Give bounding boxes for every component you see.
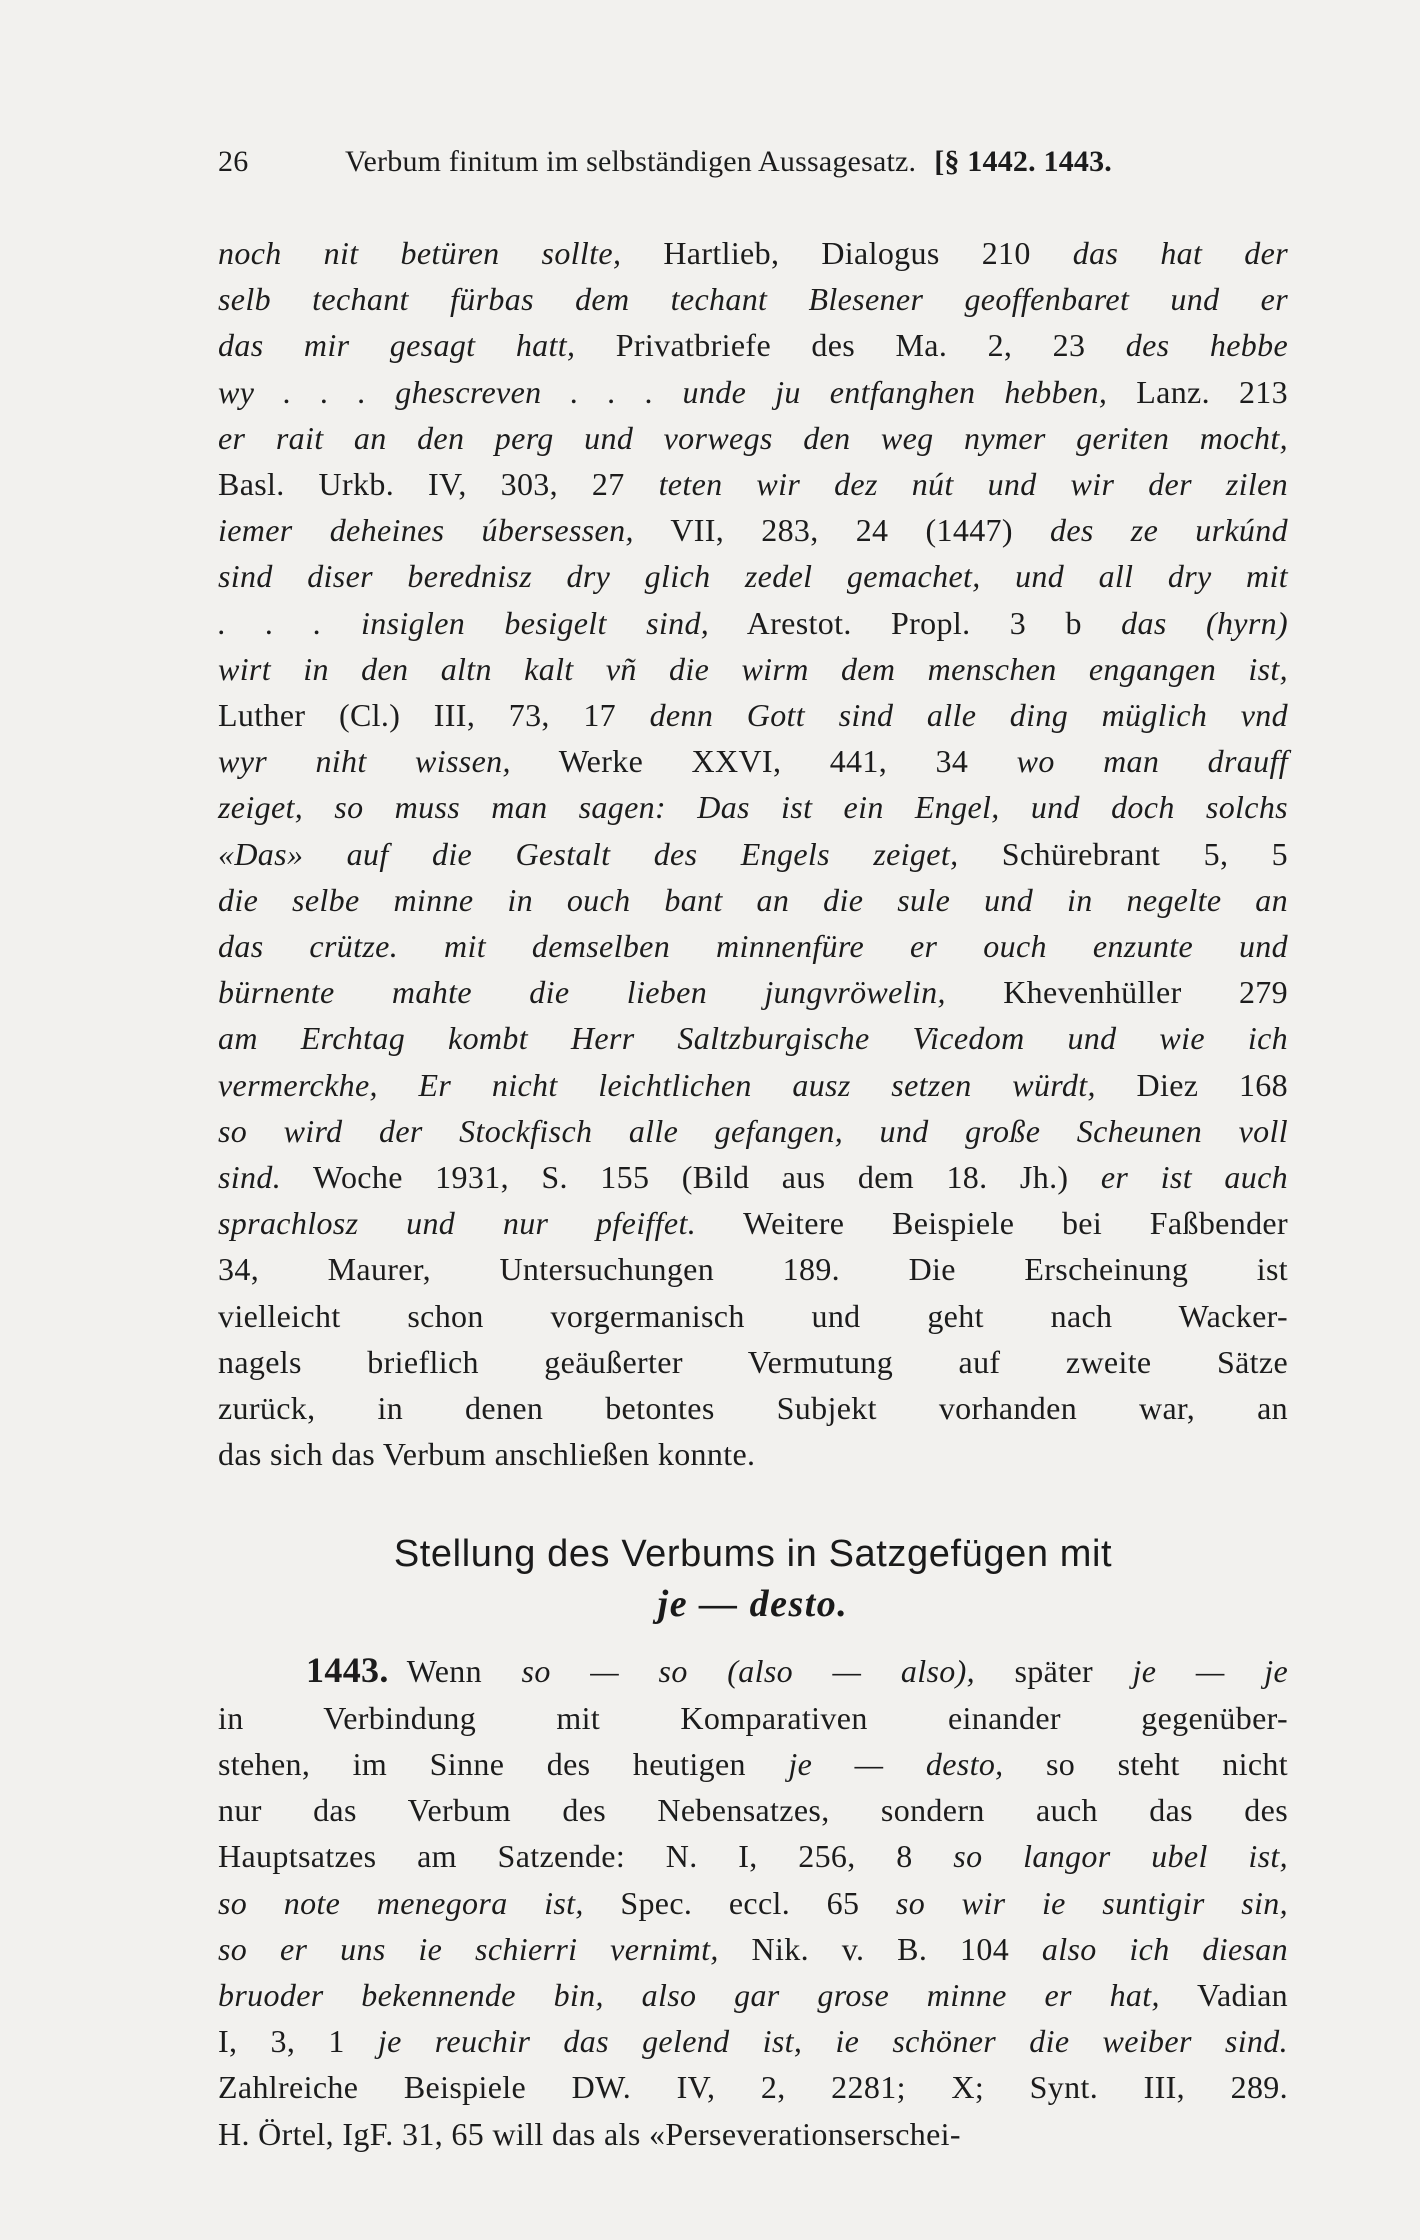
quoted-text: er ist auch <box>1100 1159 1288 1196</box>
quoted-text: selb techant fürbas dem techant Blesener geoffenbaret und er <box>218 281 1288 318</box>
text-segment: Luther (Cl.) III, 73, 17 <box>218 697 650 734</box>
text-line <box>218 2111 1288 2157</box>
text-line <box>218 230 1288 276</box>
running-head <box>218 142 1288 182</box>
quoted-text: so langor ubel ist, <box>953 1838 1288 1875</box>
text-segment: so steht nicht <box>1003 1745 1289 1782</box>
text-segment: I, 3, 1 <box>218 2023 378 2060</box>
text-line <box>218 1833 1288 1879</box>
quoted-text: bürnente mahte die lieben jungvröwelin, <box>218 974 946 1011</box>
text-segment: Diez 168 <box>1095 1066 1288 1103</box>
text-line <box>218 1200 1288 1246</box>
quoted-text: wyr niht wissen, <box>218 743 511 780</box>
text-line <box>218 692 1288 738</box>
quoted-text: so wird der Stockfisch alle gefangen, und große Scheunen voll <box>218 1112 1288 1149</box>
quoted-text: vermerckhe, Er nicht leichtlichen ausz setzen würdt, <box>218 1066 1096 1103</box>
text-segment: VII, 283, 24 (1447) <box>633 512 1050 549</box>
text-line <box>218 1926 1288 1972</box>
text-line <box>218 507 1288 553</box>
quoted-text: sind diser berednisz dry glich zedel gemachet, und all dry mit <box>218 558 1288 595</box>
quoted-text: also ich diesan <box>1041 1930 1288 1967</box>
section-heading-line1: Stellung des Verbums in Satzgefügen mit <box>393 1533 1113 1576</box>
text-segment: Nik. v. B. 104 <box>718 1930 1042 1967</box>
section-heading-line2: je — desto. <box>657 1583 849 1626</box>
text-segment: später <box>974 1653 1133 1690</box>
text-line <box>218 1880 1288 1926</box>
quoted-text: so er uns ie schierri vernimt, <box>218 1930 719 1967</box>
text-segment: Weitere Beispiele bei Faßbender <box>696 1205 1288 1242</box>
text-line <box>218 784 1288 830</box>
quoted-text: er rait an den perg und vorwegs den weg nymer geriten mocht, <box>218 419 1288 456</box>
text-line <box>218 322 1288 368</box>
quoted-text: wy . . . ghescreven . . . unde ju entfanghen hebben, <box>218 373 1108 410</box>
text-line <box>218 1339 1288 1385</box>
text-line <box>218 2064 1288 2110</box>
text-line <box>218 415 1288 461</box>
quoted-text: je — je <box>1132 1653 1289 1690</box>
text-line <box>218 461 1288 507</box>
quoted-text: so wir ie suntigir sin, <box>895 1884 1288 1921</box>
text-line <box>218 1972 1288 2018</box>
text-line <box>218 1787 1288 1833</box>
quoted-text: am Erchtag kombt Herr Saltzburgische Vicedom und wie ich <box>218 1020 1288 1057</box>
quoted-text: das mir gesagt hatt, <box>218 327 576 364</box>
quoted-text: denn Gott sind alle ding müglich vnd <box>649 697 1288 734</box>
text-segment: das sich das Verbum anschließen konnte. <box>218 1436 756 1473</box>
text-line <box>218 369 1288 415</box>
text-line <box>218 600 1288 646</box>
text-segment: in Verbindung mit Komparativen einander gegenüber- <box>218 1699 1288 1736</box>
text-segment: Werke XXVI, 441, 34 <box>510 743 1017 780</box>
quoted-text: «Das» auf die Gestalt des Engels zeiget, <box>218 835 959 872</box>
text-line <box>218 1385 1288 1431</box>
quoted-text: teten wir dez nút und wir der zilen <box>658 466 1289 503</box>
text-line <box>218 738 1288 784</box>
text-segment: Zahlreiche Beispiele DW. IV, 2, 2281; X; Synt. III, 289. <box>218 2069 1288 2106</box>
text-segment: vielleicht schon vorgermanisch und geht nach Wacker- <box>218 1297 1288 1334</box>
paragraph-examples <box>218 230 1288 1477</box>
text-segment: Woche 1931, S. 155 (Bild aus dem 18. Jh.) <box>281 1159 1101 1196</box>
text-segment: stehen, im Sinne des heutigen <box>218 1745 789 1782</box>
text-segment: nur das Verbum des Nebensatzes, sondern auch das des <box>218 1792 1288 1829</box>
quoted-text: wo man drauff <box>1016 743 1288 780</box>
text-line <box>218 1015 1288 1061</box>
text-line <box>218 1741 1288 1787</box>
text-segment: Lanz. 213 <box>1107 373 1289 410</box>
section-heading <box>218 1529 1288 1629</box>
text-segment: Hauptsatzes am Satzende: N. I, 256, 8 <box>218 1838 954 1875</box>
text-line <box>218 1108 1288 1154</box>
quoted-text: des ze urkúnd <box>1050 512 1288 549</box>
text-segment: nagels brieflich geäußerter Vermutung auf zweite Sätze <box>218 1343 1288 1380</box>
text-line <box>218 276 1288 322</box>
text-line <box>218 1062 1288 1108</box>
quoted-text: die selbe minne in ouch bant an die sule und in negelte an <box>218 881 1288 918</box>
text-line <box>218 646 1288 692</box>
text-line <box>218 923 1288 969</box>
text-segment: zurück, in denen betontes Subjekt vorhanden war, an <box>218 1390 1288 1427</box>
text-segment: Vadian <box>1159 1976 1289 2013</box>
book-page <box>218 142 1288 2157</box>
text-line <box>218 553 1288 599</box>
text-segment: Wenn <box>406 1653 522 1690</box>
text-segment: H. Örtel, IgF. 31, 65 will das als «Perseverationserschei- <box>218 2115 961 2152</box>
quoted-text: je — desto, <box>788 1745 1004 1782</box>
text-line <box>218 1431 1288 1477</box>
text-line <box>218 1293 1288 1339</box>
text-segment: Privatbriefe des Ma. 2, 23 <box>575 327 1126 364</box>
quoted-text: wirt in den altn kalt vñ die wirm dem menschen engangen ist, <box>218 650 1288 687</box>
quoted-text: zeiget, so muss man sagen: Das ist ein Engel, und doch solchs <box>218 789 1288 826</box>
quoted-text: das crütze. mit demselben minnenfüre er ouch enzunte und <box>218 928 1288 965</box>
text-segment: Khevenhüller 279 <box>945 974 1288 1011</box>
quoted-text: das hat der <box>1072 235 1288 271</box>
text-line <box>218 969 1288 1015</box>
text-line <box>218 1695 1288 1741</box>
quoted-text: . . . insiglen besigelt sind, <box>218 604 710 641</box>
text-line <box>218 877 1288 923</box>
text-line <box>218 1154 1288 1200</box>
quoted-text: das (hyrn) <box>1121 604 1289 641</box>
text-line <box>218 1647 1288 1694</box>
quoted-text: so — so (also — also), <box>521 1653 975 1690</box>
text-segment: Spec. eccl. 65 <box>583 1884 896 1921</box>
quoted-text: sind. <box>218 1159 282 1196</box>
section-number: 1443. <box>306 1650 389 1691</box>
quoted-text: des hebbe <box>1125 327 1288 364</box>
text-segment: Arestot. Propl. 3 b <box>709 604 1122 641</box>
quoted-text: sprachlosz und nur pfeiffet. <box>218 1205 697 1242</box>
text-segment: 34, Maurer, Untersuchungen 189. Die Erscheinung ist <box>218 1251 1288 1288</box>
section-1443-paragraph <box>218 1647 1288 2156</box>
quoted-text: iemer deheines úbersessen, <box>218 512 634 549</box>
quoted-text: je reuchir das gelend ist, ie schöner die weiber sind. <box>377 2023 1288 2060</box>
text-segment: Schürebrant 5, 5 <box>958 835 1289 872</box>
text-segment: Basl. Urkb. IV, 303, 27 <box>218 466 659 503</box>
page-number: 26 <box>218 145 249 178</box>
text-segment: Hartlieb, Dialogus 210 <box>621 235 1073 271</box>
quoted-text: noch nit betüren sollte, <box>218 235 622 271</box>
text-line <box>218 2018 1288 2064</box>
quoted-text: so note menegora ist, <box>218 1884 584 1921</box>
text-line <box>218 1246 1288 1292</box>
text-line <box>218 831 1288 877</box>
running-title: Verbum finitum im selbständigen Aussagesatz. <box>345 145 917 178</box>
quoted-text: bruoder bekennende bin, also gar grose minne er hat, <box>218 1976 1160 2013</box>
section-reference: [§ 1442. 1443. <box>934 145 1113 178</box>
